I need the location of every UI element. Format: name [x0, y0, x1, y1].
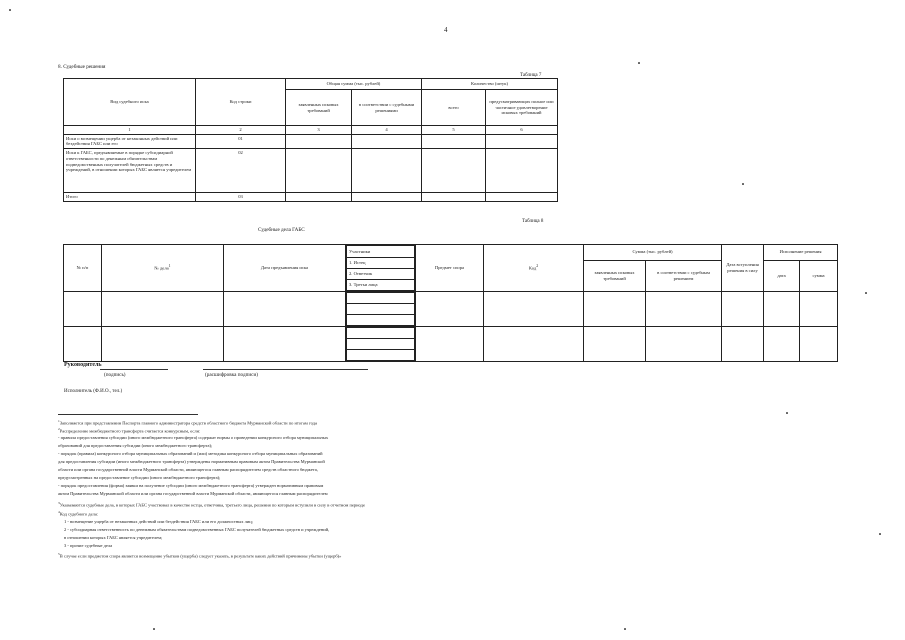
header-case-type: Вид судебного иска: [64, 79, 196, 126]
header-execution: Исполнение решения: [764, 245, 838, 261]
footnote: для предоставления субсидии (иного межбюджетного трансферта) утверждены нормативным правовым актом Правительства Мурманской: [58, 459, 325, 464]
header-effective-date: Дата вступления решения в силу: [722, 245, 764, 292]
header-sum-claimed: заявленных исковых требований: [584, 260, 646, 291]
header-participants: [346, 245, 416, 292]
footnote: $^1$Заполняется при представлении Паспорта главного администратора средств областного бюджета Мурманской области по итогам года: [58, 419, 318, 426]
footnote: - порядок (правила) конкурсного отбора муниципальных образований и (или) методика конкурсного отбора муниципальных образований: [58, 451, 323, 456]
col-number: 6: [486, 126, 558, 135]
cell-empty: [486, 193, 558, 202]
cell-empty: [486, 134, 558, 148]
section-heading: 8. Судебные решения: [58, 64, 106, 70]
scan-speck: [153, 628, 155, 630]
header-sum-per-decision: в соответствии с судебным решением: [646, 260, 722, 291]
col-number: 5: [422, 126, 486, 135]
footnote: $^5$В случае если предметом спора является возмещение убытков (ущерба) следует указать, в результате каких действий причинены убытки (ущерб)»: [58, 552, 342, 559]
header-per-decisions: в соответствии с судебными решениями: [352, 90, 422, 126]
header-quantity: Количество (штук): [422, 79, 558, 90]
cell-empty: [422, 149, 486, 193]
court-claims-table: [63, 78, 558, 202]
footnote: $^4$Код судебного дела:: [58, 510, 99, 517]
footnote: образований для предоставления субсидии (иного межбюджетного трансферта);: [58, 443, 213, 448]
cell-empty: [352, 149, 422, 193]
scan-speck: [742, 183, 744, 185]
signature-caption: (подпись): [104, 372, 126, 378]
footnote: 3 - прочие судебные дела: [64, 543, 113, 548]
col-number: 1: [64, 126, 196, 135]
footnote: 1 - возмещение ущерба от незаконных действий или бездействия ГАБС или его должностных лиц;: [64, 519, 253, 524]
cell-empty: [286, 193, 352, 202]
header-case-number: № дела$^1$: [102, 245, 224, 292]
table-row: [64, 149, 558, 193]
participant-defendant: 2. Ответчик: [347, 269, 415, 280]
row-name: Иски к ГАБС, предъявляемые в порядке субсидиарной ответственности по денежным обязательствам подведомственных получателей бюджетных средств и учреждений, в отношении которых ГАБС является учредителем: [64, 149, 196, 193]
header-sum: Сумма (тыс. рублей): [584, 245, 722, 261]
participant-plaintiff: 1. Истец: [347, 258, 415, 269]
cell-empty: [286, 134, 352, 148]
table-row: [64, 134, 558, 148]
participant-third-parties: 3. Третьи лица: [347, 280, 415, 291]
header-exec-date: дата: [764, 260, 800, 291]
cell-empty: [486, 149, 558, 193]
table8-caption: Таблица 8: [522, 219, 544, 224]
cell-empty: [422, 193, 486, 202]
footnote: области или органа государственной власти Мурманской области, являющегося главным распорядителем средств областного бюджета,: [58, 467, 318, 472]
executor-line: Исполнитель (Ф.И.О., тел.): [64, 389, 123, 394]
cell-empty: [286, 149, 352, 193]
footnote: 2 - субсидиарная ответственность по денежным обязательствам подведомственных ГАБС получателей бюджетных средств и учреждений,: [64, 527, 330, 532]
header-satisfied: предусматривающих полное или частичное удовлетворение исковых требований: [486, 90, 558, 126]
row-code: 02: [196, 149, 286, 193]
header-claimed: заявленных исковых требований: [286, 90, 352, 126]
table8-subcaption: Судебные дела ГАБС: [258, 227, 305, 233]
footnote: - порядок предоставления (форма) заявки на получение субсидии (иного межбюджетного трансферта) утвержден нормативным правовым: [58, 483, 324, 488]
footnote: - правила предоставления субсидии (иного межбюджетного трансферта) содержат нормы о проведении конкурсного отбора муниципальных: [58, 435, 329, 440]
header-line-code: Код строки: [196, 79, 286, 126]
scan-speck: [865, 292, 867, 294]
footnote-divider: [58, 414, 198, 415]
participants-title: Участники: [347, 246, 415, 258]
row-name: Иски о возмещении ущерба от незаконных действий или бездействия ГАБС или его: [64, 134, 196, 148]
signature-line: [100, 369, 168, 370]
row-code: 01: [196, 134, 286, 148]
cell-empty: [352, 193, 422, 202]
header-code: Код$^2$: [484, 245, 584, 292]
footnote: $^3$Указываются судебные дела, в которых ГАБС участвовал в качестве истца, ответчика, третьего лица, решения по которым вступили в силу в отчетном периоде: [58, 501, 365, 508]
footnote: в отношении которых ГАБС является учредителем;: [64, 535, 163, 540]
header-filing-date: Дата предъявления иска: [224, 245, 346, 292]
scan-speck: [9, 9, 11, 11]
head-label: Руководитель: [64, 362, 102, 368]
table-row: [64, 292, 838, 327]
signature-decoding-line: [203, 369, 368, 370]
header-all: всего: [422, 90, 486, 126]
col-number: 4: [352, 126, 422, 135]
header-num: № п/п: [64, 245, 102, 292]
scan-speck: [879, 533, 881, 535]
row-code: 03: [196, 193, 286, 202]
cell-empty: [422, 134, 486, 148]
table-row: [64, 193, 558, 202]
participants-cell: [346, 292, 416, 327]
cell-empty: [352, 134, 422, 148]
court-cases-table: [63, 244, 838, 362]
row-name: Итого: [64, 193, 196, 202]
table-row: [64, 327, 838, 362]
footnote: актом Правительства Мурманской области или органа государственной власти Мурманской области, являющегося главным распорядителем: [58, 491, 328, 496]
scan-speck: [624, 628, 626, 630]
footnote: $^2$Распределение межбюджетного трансферта считается конкурсным, если:: [58, 427, 201, 434]
header-subject: Предмет спора: [416, 245, 484, 292]
header-total-sum: Общая сумма (тыс. рублей): [286, 79, 422, 90]
decoding-caption: (расшифровка подписи): [205, 372, 258, 378]
participants-cell: [346, 327, 416, 362]
footnote: предусмотренных на предоставление субсидии (иного межбюджетного трансферта);: [58, 475, 221, 480]
scan-speck: [638, 62, 640, 64]
col-number: 2: [196, 126, 286, 135]
col-number: 3: [286, 126, 352, 135]
header-exec-sum: сумма: [800, 260, 838, 291]
scan-speck: [786, 412, 788, 414]
table7-caption: Таблица 7: [520, 73, 542, 78]
page-number: 4: [444, 26, 448, 34]
